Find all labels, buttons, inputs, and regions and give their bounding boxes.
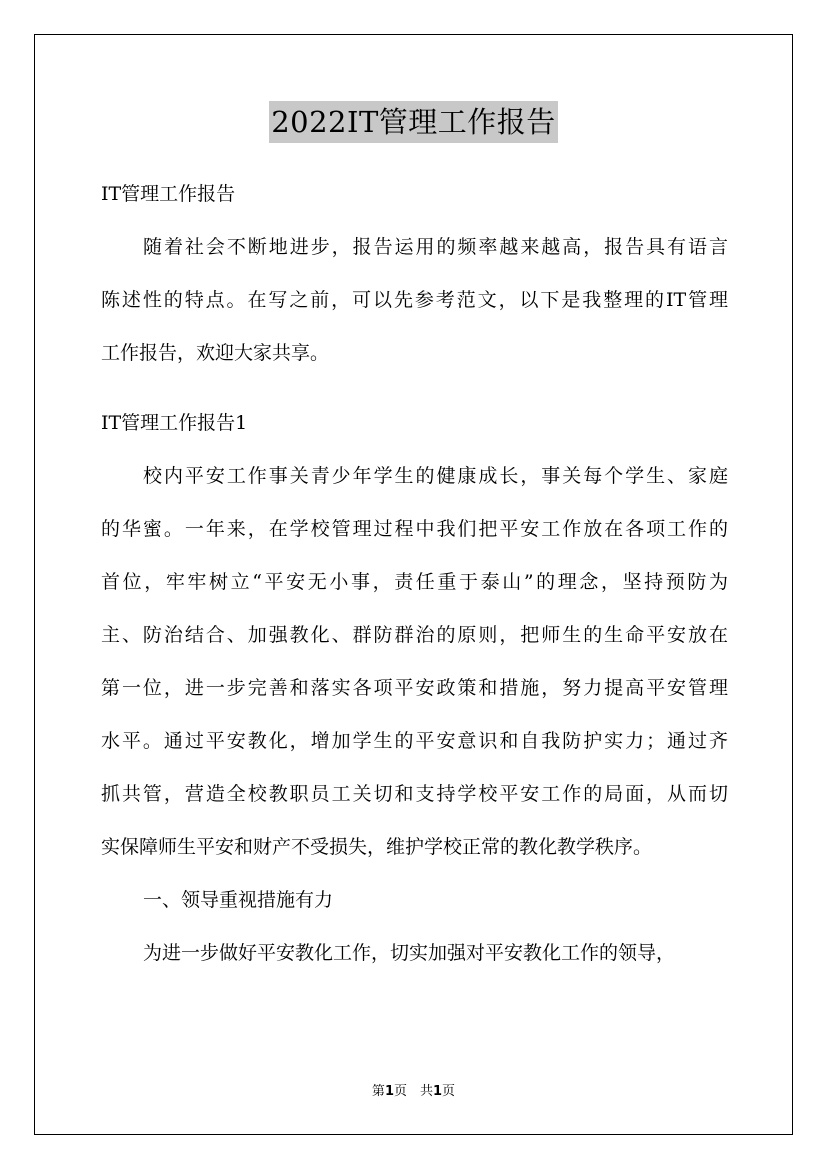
intro-line: 工作报告，欢迎大家共享。 [101,342,330,364]
title-wrap [0,101,827,143]
blank-line [101,371,728,388]
blank-line [101,865,728,882]
paragraph-line: 为进一步做好平安教化工作，切实加强对平安教化工作的领导， [143,942,676,964]
section1-line: 校内平安工作事关青少年学生的健康成长，事关每个学生、家庭 [143,465,728,487]
blank-line [101,318,728,335]
blank-line [101,441,728,458]
intro-line: 陈述性的特点。在写之前，可以先参考范文，以下是我整理的IT管理 [101,289,728,311]
blank-line [101,600,728,617]
section1-line: 主、防治结合、加强教化、群防群治的原则，把师生的生命平安放在 [101,624,728,646]
section1-line: 首位，牢牢树立“平安无小事，责任重于泰山”的理念，坚持预防为 [101,571,728,593]
blank-line [101,212,728,229]
section1-line: 第一位，进一步完善和落实各项平安政策和措施，努力提高平安管理 [101,677,728,699]
blank-line [101,494,728,511]
blank-line [101,918,728,935]
footer-suffix: 页 [442,1084,456,1099]
footer-page-number: 1 [384,1084,394,1099]
blank-line [101,653,728,670]
footer-prefix: 第 [371,1084,385,1099]
blank-line [101,706,728,723]
blank-line [101,265,728,282]
footer-total-pages: 1 [433,1084,443,1099]
blank-line [101,812,728,829]
section1-line: 抓共管，营造全校教职员工关切和支持学校平安工作的局面，从而切 [101,783,728,805]
blank-line [101,547,728,564]
subheading-1: 一、领导重视措施有力 [143,889,334,911]
blank-line [101,759,728,776]
section1-heading: IT管理工作报告1 [101,412,248,434]
blank-line [101,388,728,405]
page-footer [0,1082,827,1102]
section1-line: 的华蜜。一年来，在学校管理过程中我们把平安工作放在各项工作的 [101,518,728,540]
footer-mid: 页 共 [393,1084,433,1099]
intro-heading: IT管理工作报告 [101,183,236,205]
intro-line: 随着社会不断地进步，报告运用的频率越来越高，报告具有语言 [143,236,728,258]
document-title: 2022IT管理工作报告 [269,101,558,143]
document-body [101,176,728,971]
section1-line: 实保障师生平安和财产不受损失，维护学校正常的教化教学秩序。 [101,836,653,858]
section1-line: 水平。通过平安教化，增加学生的平安意识和自我防护实力；通过齐 [101,730,728,752]
